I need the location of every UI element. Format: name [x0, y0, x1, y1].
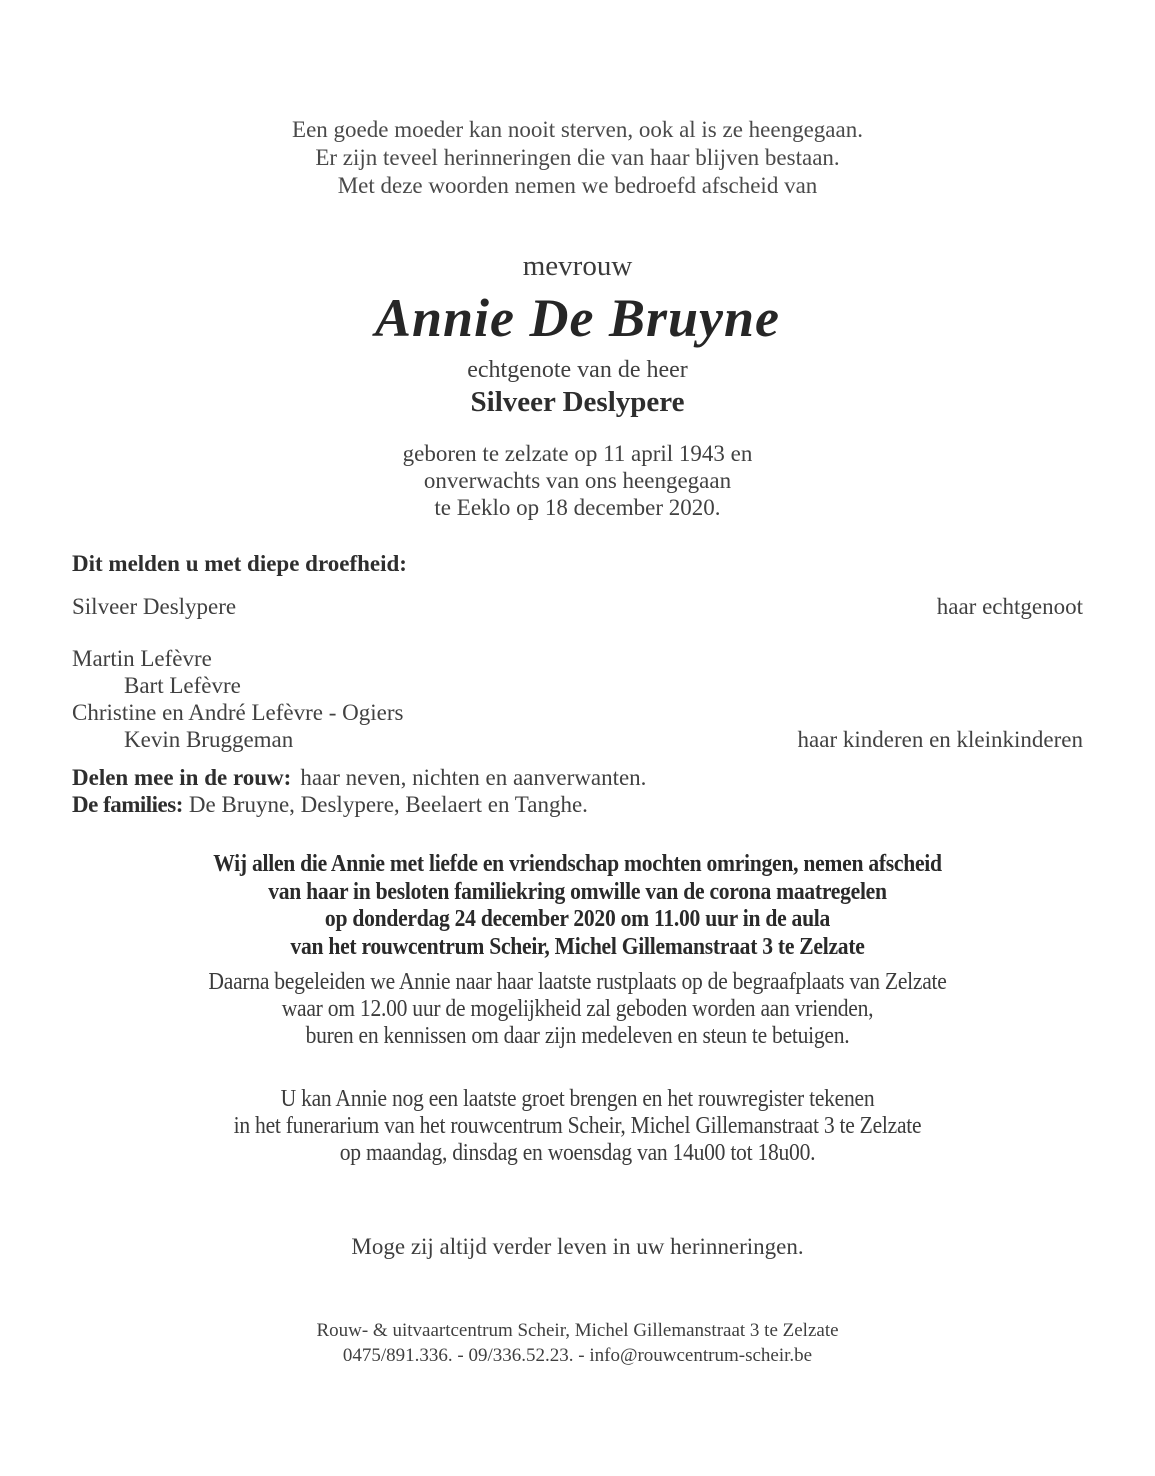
- opening-verse: [0, 116, 1155, 200]
- salutation: mevrouw: [522, 250, 633, 282]
- visitation-line: in het funerarium van het rouwcentrum Scheir, Michel Gillemanstraat 3 te Zelzate: [233, 1113, 922, 1139]
- ceremony-paragraph: [58, 851, 1098, 961]
- burial-line: Daarna begeleiden we Annie naar haar laatste rustplaats op de begraafplaats van Zelzate: [208, 969, 947, 995]
- burial-line: waar om 12.00 uur de mogelijkheid zal geboden worden aan vrienden,: [281, 996, 874, 1022]
- child-name: Martin Lefèvre: [72, 646, 212, 671]
- ceremony-line: op donderdag 24 december 2020 om 11.00 uur in de aula: [324, 906, 831, 932]
- spouse-row: [72, 594, 1083, 620]
- mourning-text: haar neven, nichten en aanverwanten.: [300, 765, 647, 790]
- children-block: [72, 645, 1083, 753]
- ceremony-line: van haar in besloten familiekring omwille van de corona maatregelen: [268, 878, 887, 905]
- families-row: [72, 792, 1083, 818]
- ceremony-line: Wij allen die Annie met liefde en vriendschap mochten omringen, nemen afscheid: [213, 851, 942, 877]
- life-line: geboren te zelzate op 11 april 1943 en: [402, 441, 753, 466]
- burial-line: buren en kennissen om daar zijn medeleven en steun te betuigen.: [305, 1023, 850, 1049]
- life-line: onverwachts van ons heengegaan: [423, 468, 732, 493]
- spouse-intro: echtgenote van de heer: [467, 357, 688, 383]
- life-dates: [0, 440, 1155, 521]
- visitation-line: op maandag, dinsdag en woensdag van 14u00 tot 18u00.: [339, 1140, 816, 1166]
- families-text: De Bruyne, Deslypere, Beelaert en Tanghe.: [188, 792, 588, 817]
- mourning-row: [72, 765, 1083, 791]
- verse-line: Met deze woorden nemen we bedroefd afscheid van: [337, 173, 818, 198]
- spouse-row-name: Silveer Deslypere: [72, 594, 237, 619]
- ceremony-line: van het rouwcentrum Scheir, Michel Gillemanstraat 3 te Zelzate: [290, 933, 865, 960]
- families-label: De families:: [72, 792, 183, 817]
- deceased-name: Annie De Bruyne: [374, 288, 781, 348]
- mourning-label: Delen mee in de rouw:: [72, 765, 292, 790]
- funeral-home-footer: [0, 1318, 1155, 1368]
- visitation-line: U kan Annie nog een laatste groet brengen en het rouwregister tekenen: [280, 1086, 875, 1112]
- footer-contact: 0475/891.336. - 09/336.52.23. - info@rouwcentrum-scheir.be: [342, 1345, 813, 1366]
- verse-line: Er zijn teveel herinneringen die van haar blijven bestaan.: [315, 145, 840, 170]
- visitation-paragraph: [58, 1086, 1098, 1167]
- child-name: Kevin Bruggeman: [124, 727, 294, 752]
- footer-address: Rouw- & uitvaartcentrum Scheir, Michel Gillemanstraat 3 te Zelzate: [316, 1320, 839, 1341]
- spouse-row-relation: haar echtgenoot: [936, 594, 1083, 619]
- children-relation: haar kinderen en kleinkinderen: [797, 727, 1083, 752]
- child-name: Bart Lefèvre: [124, 673, 241, 698]
- verse-line: Een goede moeder kan nooit sterven, ook al is ze heengegaan.: [292, 117, 863, 142]
- spouse-name: Silveer Deslypere: [470, 386, 685, 418]
- announcement-heading: Dit melden u met diepe droefheid:: [72, 551, 407, 576]
- life-line: te Eeklo op 18 december 2020.: [434, 495, 721, 520]
- child-name: Christine en André Lefèvre - Ogiers: [72, 700, 404, 725]
- closing-sentence: Moge zij altijd verder leven in uw herinneringen.: [351, 1234, 804, 1259]
- burial-paragraph: [58, 969, 1098, 1050]
